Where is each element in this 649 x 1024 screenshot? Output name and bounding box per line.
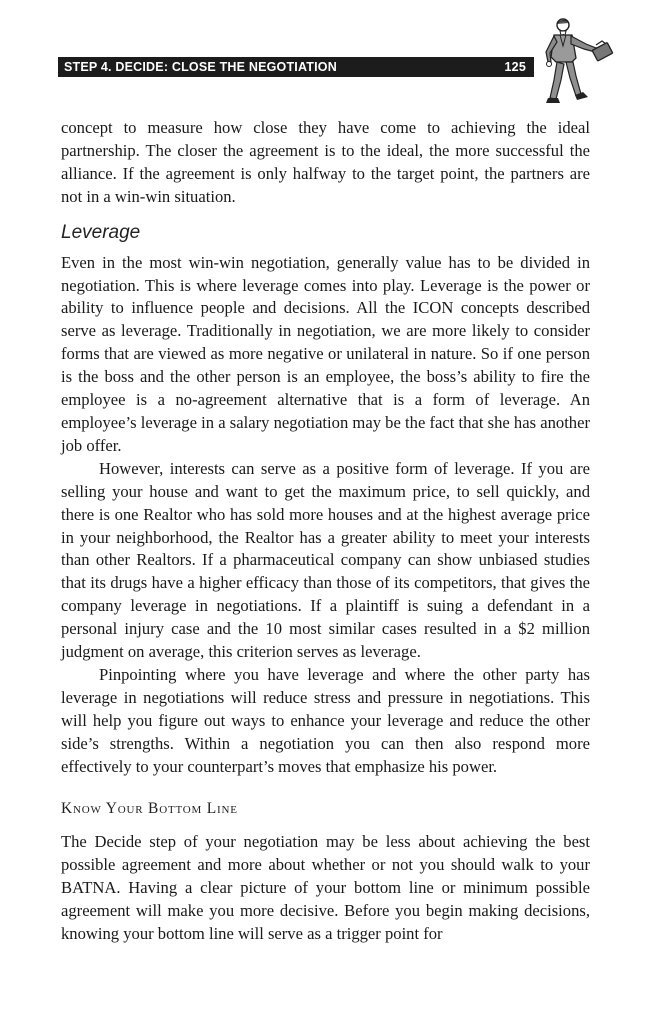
bottom-line-paragraph-1: The Decide step of your negotiation may be less about achieving the best possible agreement and more about whether or not you should walk to your BATNA. Having a clear picture of your bottom line or minimum possible agreement will make you more decisive. Before you begin making decisions, knowing your bottom line will serve as a trigger point for xyxy=(61,832,590,944)
page-number: 125 xyxy=(504,60,526,74)
paragraph-continued: concept to measure how close they have come to achieving the ideal partnership. The closer the agreement is to the ideal, the more successful the alliance. If the agreement is only halfway to the target point, the partners are not in a win-win situation. xyxy=(61,118,590,206)
leverage-paragraph-3: Pinpointing where you have leverage and where the other party has leverage in negotiations will reduce stress and pressure in negotiations. This will help you figure out ways to enhance your leverage and reduce the other side’s strengths. Within a negotiation you can then also respond more effectively to your counterpart’s moves that emphasize his power. xyxy=(61,664,590,776)
page-body xyxy=(61,117,590,946)
leverage-paragraph-2: However, interests can serve as a positive form of leverage. If you are selling your house and want to get the maximum price, to sell quickly, and there is one Realtor who has sold more houses and at the highest average price in your neighborhood, the Realtor has a greater ability to meet your interests than other Realtors. If a pharmaceutical company can show unbiased studies that its drugs have a higher efficacy than those of its competitors, that gives the company leverage in negotiations. If a plaintiff is suing a defendant in a personal injury case and the 10 most similar cases resulted in a $2 million judgment on average, this criterion serves as leverage. xyxy=(61,458,590,662)
chapter-title: STEP 4. DECIDE: CLOSE THE NEGOTIATION xyxy=(64,60,337,74)
businessman-walking-icon xyxy=(536,14,616,110)
running-header xyxy=(58,57,534,77)
section-heading-leverage: Leverage xyxy=(61,221,141,243)
subsection-heading-bottom-line: Know Your Bottom Line xyxy=(61,800,238,818)
leverage-paragraph-1: Even in the most win-win negotiation, generally value has to be divided in negotiation. This is where leverage comes into play. Leverage is the power or ability to influence people and decisions. All the ICON concepts described serve as leverage. Traditionally in negotiation, we are more likely to consider forms that are viewed as more negative or unilateral in nature. So if one person is the boss and the other person is an employee, the boss’s ability to fire the employee is a no-agreement alternative that is a form of leverage. An employee’s leverage in a salary negotiation may be the fact that she has another job offer. xyxy=(61,252,590,455)
